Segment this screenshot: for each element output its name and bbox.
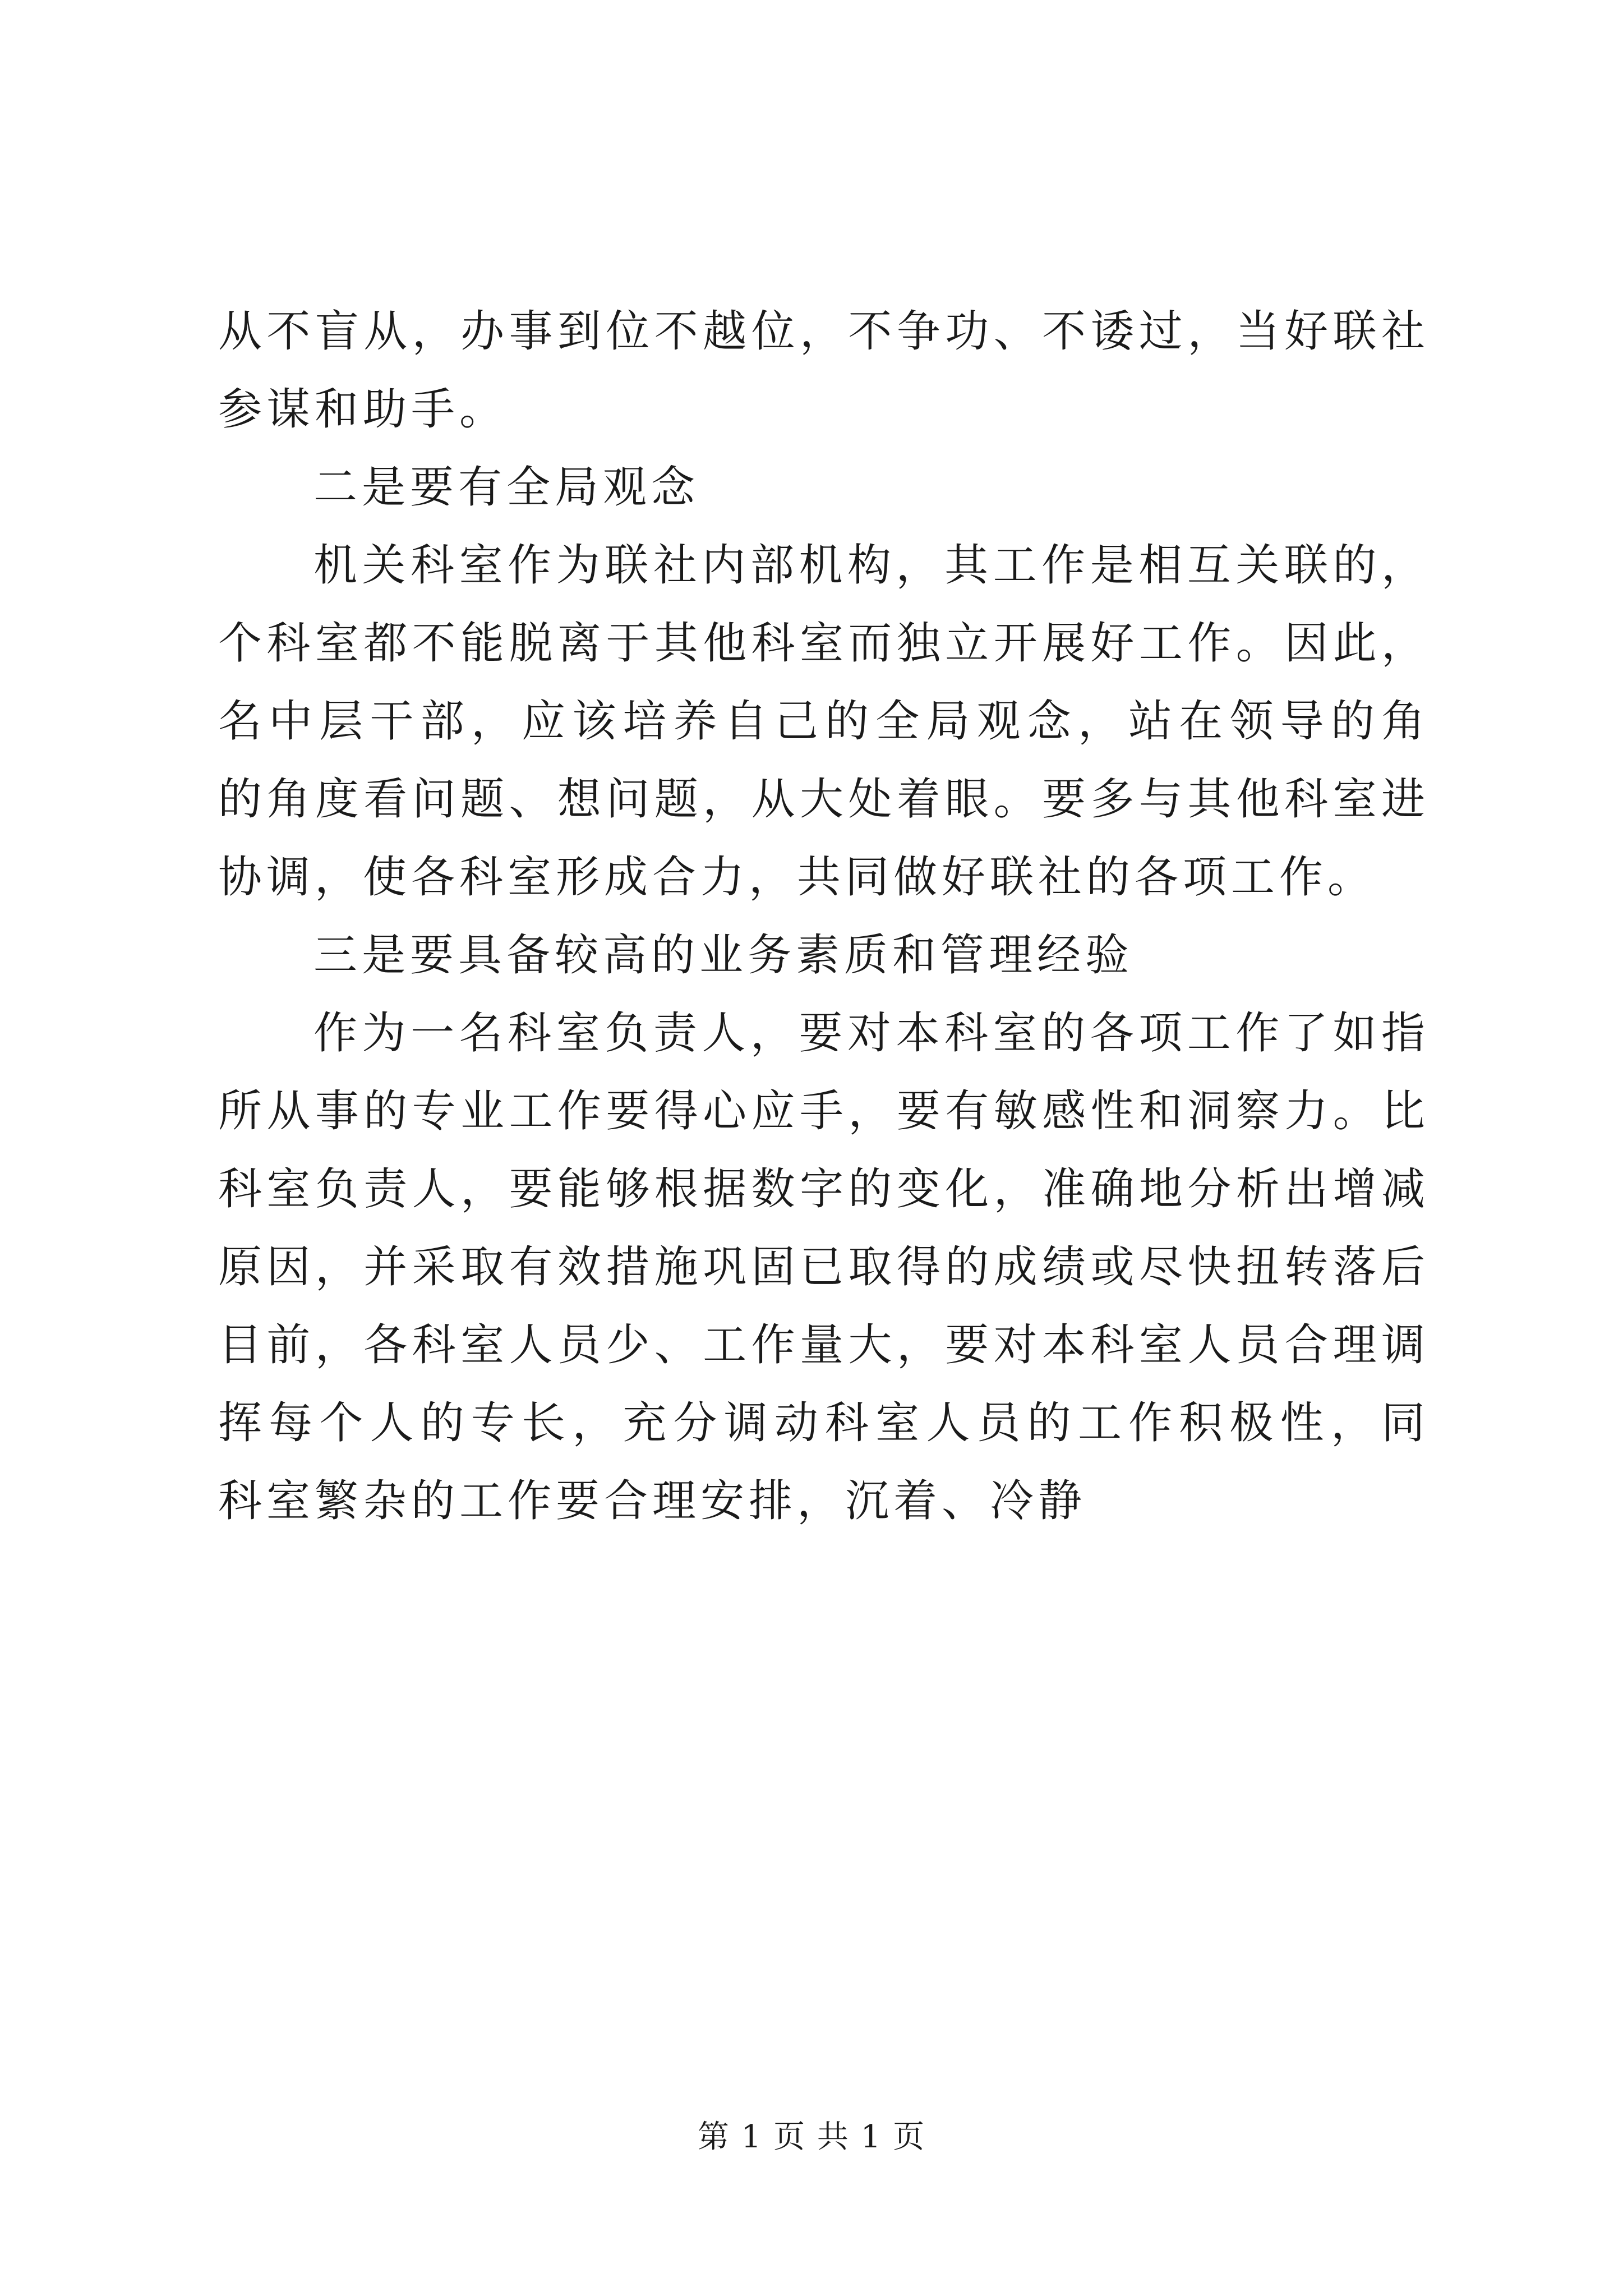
text-line: 挥每个人的专长，充分调动科室人员的工作积极性，同: [218, 1398, 1430, 1448]
text-line: 从不盲从，办事到位不越位，不争功、不诿过，当好联社: [218, 306, 1430, 357]
text-line: 参谋和助手。: [218, 384, 508, 435]
text-line: 所从事的专业工作要得心应手，要有敏感性和洞察力。比: [218, 1086, 1430, 1137]
text-line: 作为一名科室负责人，要对本科室的各项工作了如指: [313, 1008, 1430, 1059]
text-line: 名中层干部，应该培养自己的全局观念，站在领导的角: [218, 696, 1430, 747]
text-line: 科室负责人，要能够根据数字的变化，准确地分析出增减: [218, 1164, 1430, 1214]
text-line: 机关科室作为联社内部机构，其工作是相互关联的，: [313, 540, 1430, 591]
text-line: 协调，使各科室形成合力，共同做好联社的各项工作。: [218, 852, 1376, 903]
text-line: 原因，并采取有效措施巩固已取得的成绩或尽快扭转落后: [218, 1242, 1430, 1292]
section-heading: 三是要具备较高的业务素质和管理经验: [313, 930, 1134, 981]
text-line: 个科室都不能脱离于其他科室而独立开展好工作。因此，: [218, 618, 1430, 669]
document-body: [218, 293, 1430, 1540]
text-line: 目前，各科室人员少、工作量大，要对本科室人员合理调: [218, 1320, 1430, 1370]
text-line: 的角度看问题、想问题，从大处着眼。要多与其他科室进: [218, 774, 1430, 825]
section-heading: 二是要有全局观念: [313, 462, 700, 513]
page-footer: 第 1 页 共 1 页: [697, 2119, 926, 2155]
text-line: 科室繁杂的工作要合理安排，沉着、冷静: [218, 1476, 1087, 1526]
